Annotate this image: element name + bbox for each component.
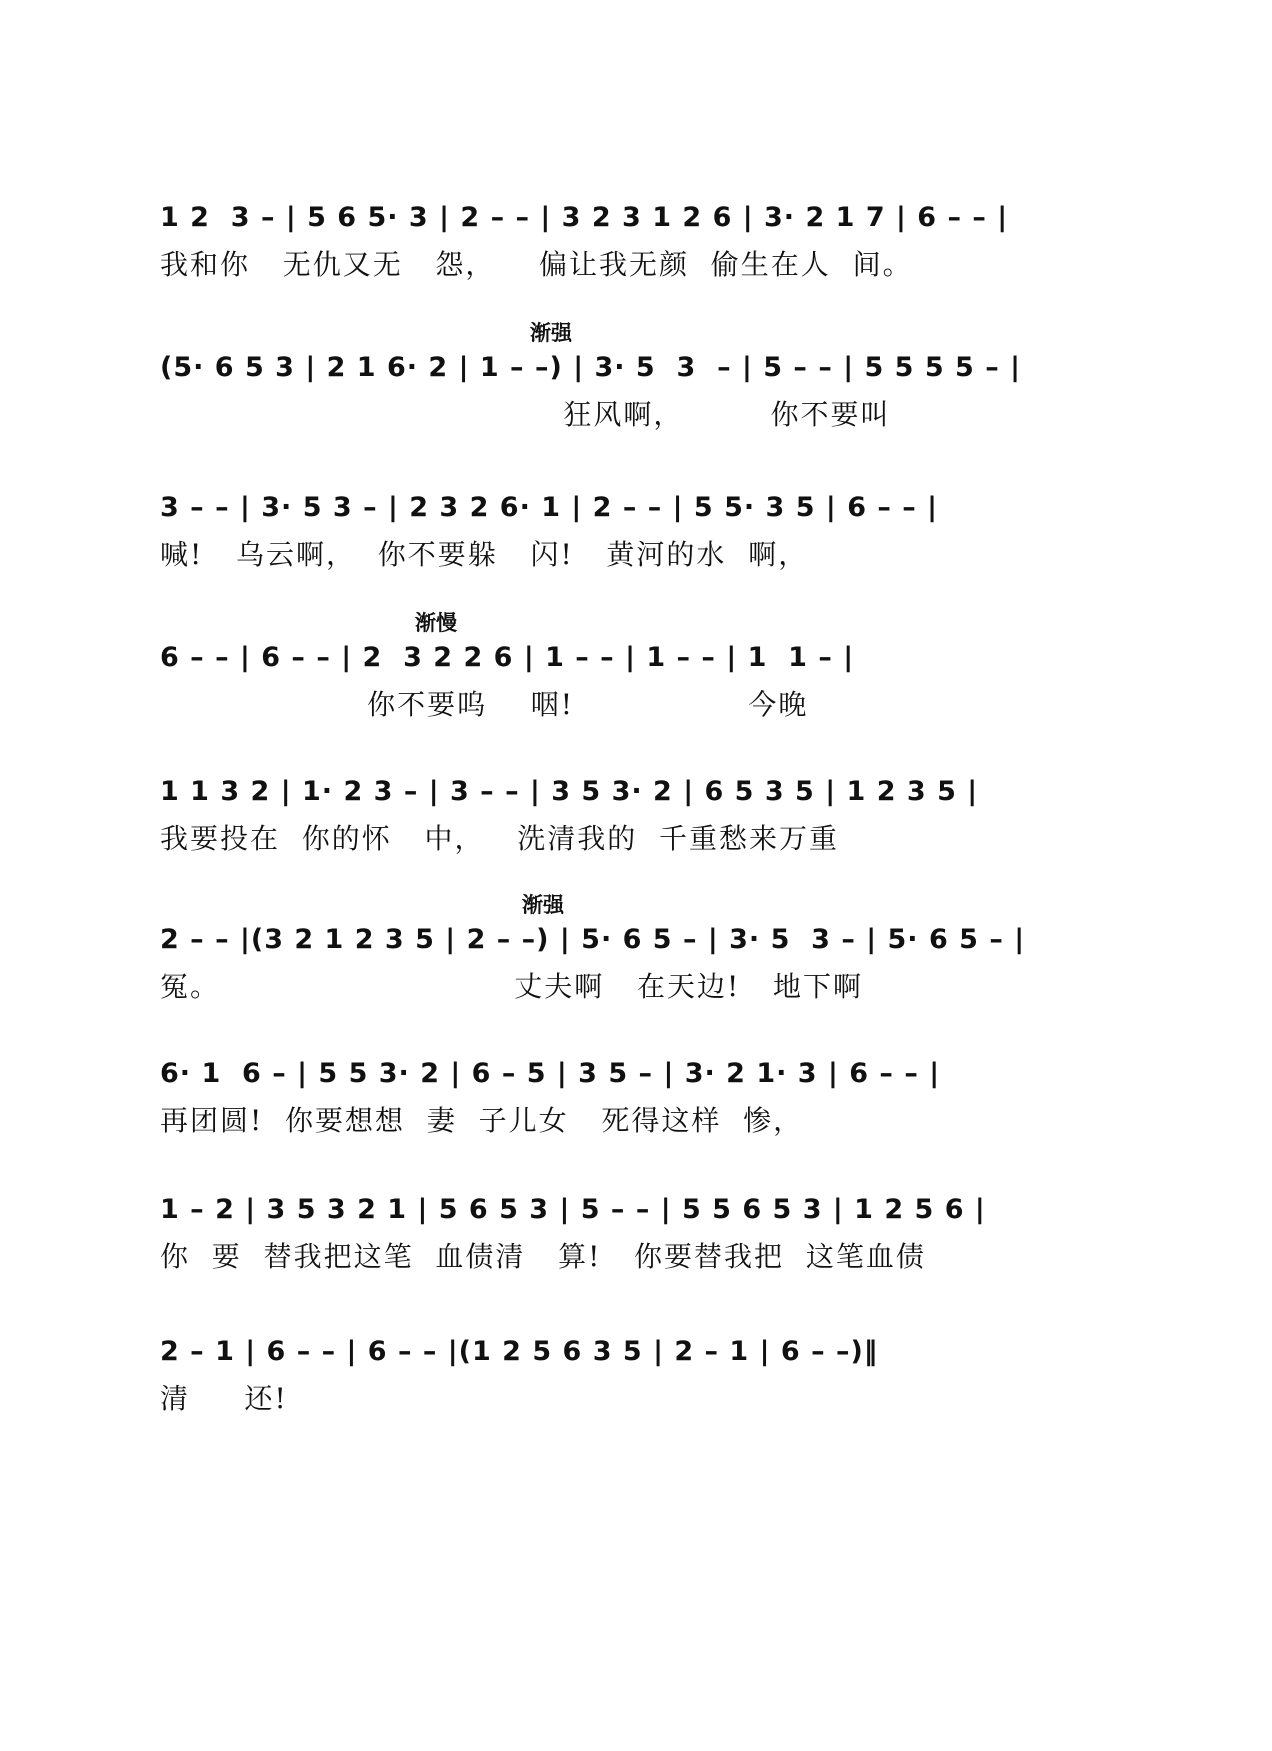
score-system-5 — [160, 770, 1110, 920]
notation-line: 1 1 3 2 | 1· 2 3 – | 3 – – | 3 5 3· 2 | 6 5 3 5 | 1 2 3 5 | — [160, 776, 979, 807]
notation-line: (5· 6 5 3 | 2 1 6· 2 | 1 – –) | 3· 5 3 – | 5 – – | 5 5 5 5 – | — [160, 352, 1021, 383]
score-system-1 — [160, 196, 1110, 346]
notation-line: 3 – – | 3· 5 3 – | 2 3 2 6· 1 | 2 – – | 5 5· 3 5 | 6 – – | — [160, 492, 939, 523]
notation-line: 6· 1 6 – | 5 5 3· 2 | 6 – 5 | 3 5 – | 3· 2 1· 3 | 6 – – | — [160, 1058, 941, 1089]
score-system-9 — [160, 1330, 1110, 1480]
lyrics-line: 喊! 乌云啊， 你不要躲 闪! 黄河的水 啊， — [160, 538, 809, 571]
score-system-3 — [160, 486, 1110, 636]
lyrics-line: 你不要呜 咽! 今晚 — [160, 688, 809, 721]
dynamics-mark: 渐强 — [530, 321, 572, 345]
notation-line: 1 – 2 | 3 5 3 2 1 | 5 6 5 3 | 5 – – | 5 5 6 5 3 | 1 2 5 6 | — [160, 1194, 986, 1225]
lyrics-line: 我和你 无仇又无 怨， 偏让我无颜 偷生在人 间。 — [160, 248, 913, 281]
notation-line: 2 – – |(3 2 1 2 3 5 | 2 – –) | 5· 6 5 – | 3· 5 3 – | 5· 6 5 – | — [160, 924, 1026, 955]
lyrics-line: 狂风啊， 你不要叫 — [160, 398, 891, 431]
lyrics-line: 冤。 丈夫啊 在天边! 地下啊 — [160, 970, 863, 1003]
tempo-mark: 渐慢 — [415, 611, 457, 635]
lyrics-line: 再团圆! 你要想想 妻 子儿女 死得这样 惨， — [160, 1104, 804, 1137]
lyrics-line: 你 要 替我把这笔 血债清 算! 你要替我把 这笔血债 — [160, 1240, 926, 1273]
score-system-2 — [160, 321, 1110, 496]
score-system-6 — [160, 893, 1110, 1068]
score-system-4 — [160, 611, 1110, 786]
score-system-7 — [160, 1052, 1110, 1202]
lyrics-line: 我要投在 你的怀 中， 洗清我的 千重愁来万重 — [160, 822, 840, 855]
score-system-8 — [160, 1188, 1110, 1338]
notation-line: 2 – 1 | 6 – – | 6 – – |(1 2 5 6 3 5 | 2 – 1 | 6 – –)‖ — [160, 1336, 879, 1367]
notation-line: 1 2 3 – | 5 6 5· 3 | 2 – – | 3 2 3 1 2 6 | 3· 2 1 7 | 6 – – | — [160, 202, 1009, 233]
notation-line: 6 – – | 6 – – | 2 3 2 2 6 | 1 – – | 1 – – | 1 1 – | — [160, 642, 855, 673]
lyrics-line: 清 还! — [160, 1382, 288, 1415]
dynamics-mark: 渐强 — [522, 893, 564, 917]
